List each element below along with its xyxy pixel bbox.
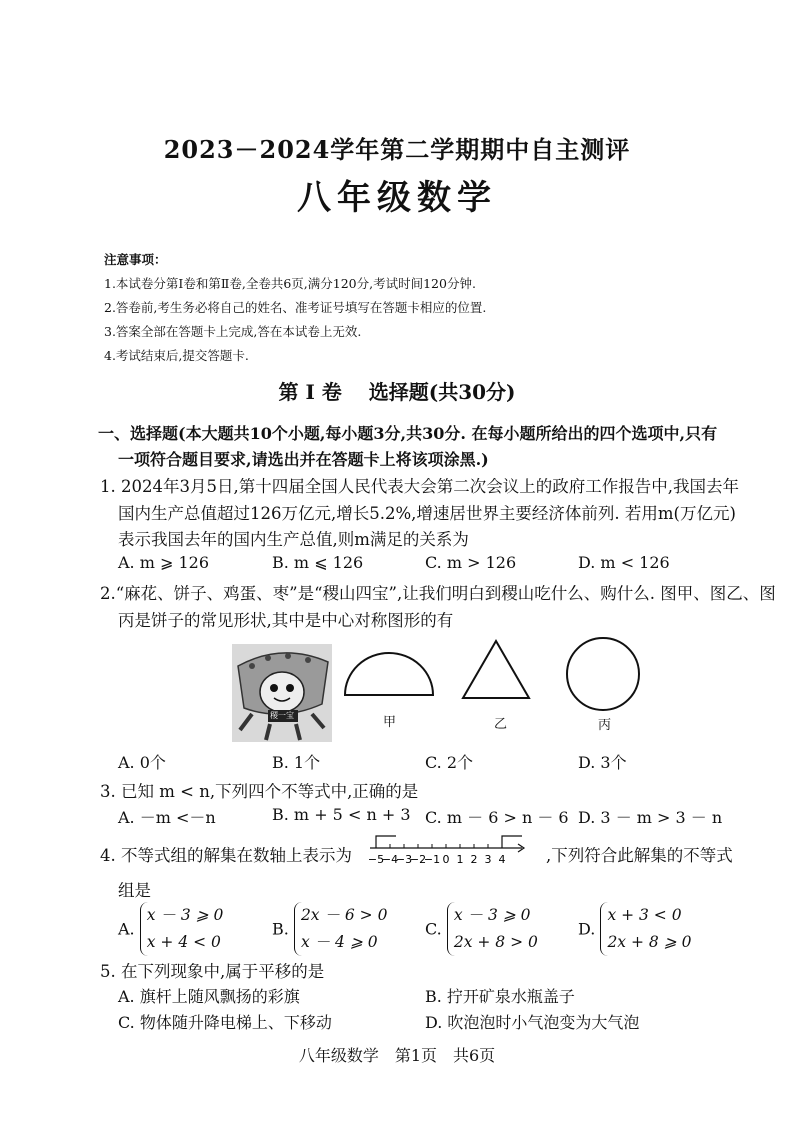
option-label: C. [425,919,442,939]
number-line-label: 3 [484,853,492,866]
q4-option-d [578,902,691,956]
number-line-label: −5 [368,853,385,866]
inequality-system [294,902,388,956]
q1-option-c: C. m > 126 [425,553,517,572]
figure-label-yi: 乙 [494,717,508,732]
q4-option-c [425,902,538,956]
q3-option-b: B. m + 5 < n + 3 [272,805,411,824]
q5-text: 5. 在下列现象中,属于平移的是 [100,962,325,981]
inequality: 2x + 8 ⩾ 0 [607,933,692,951]
number-line-label: 0 [442,853,450,866]
figure-label-bing: 丙 [598,718,612,733]
notice-item: 4.考试结束后,提交答题卡. [104,348,249,363]
q5-option-c: C. 物体随升降电梯上、下移动 [118,1013,332,1032]
number-line-label: −2 [409,853,427,866]
number-line-label: 4 [498,853,506,866]
notice-item: 1.本试卷分第Ⅰ卷和第Ⅱ卷,全卷共6页,满分120分,考试时间120分钟. [104,276,476,291]
q4-option-a [118,902,223,956]
q3-option-d: D. 3 － m > 3 － n [578,808,723,827]
inequality: x － 4 ⩾ 0 [300,933,378,951]
inequality-system [600,902,691,956]
number-line-label: 1 [456,853,464,866]
q1-option-a: A. m ⩾ 126 [118,553,210,572]
q1-text: 1. 2024年3月5日,第十四届全国人民代表大会第二次会议上的政府工作报告中,我国去年 [100,477,739,496]
number-line-label: −3 [395,853,413,866]
q5-option-d: D. 吹泡泡时小气泡变为大气泡 [425,1013,640,1032]
number-line-label: 2 [470,853,478,866]
q1-option-d: D. m < 126 [578,553,670,572]
exam-title: 2023－2024学年第二学期期中自主测评 [163,135,631,164]
q2-option-b: B. 1个 [272,753,321,772]
inequality-system [447,902,538,956]
option-label: A. [118,919,135,939]
q1-text: 表示我国去年的国内生产总值,则m满足的关系为 [118,530,469,549]
number-line-label: −1 [423,853,441,866]
inequality: x + 3 < 0 [607,906,682,924]
option-label: D. [578,919,596,939]
cake-mascot-image [232,644,332,742]
q3-option-a: A. －m <－n [118,808,216,827]
section-title: 第 Ⅰ 卷 选择题(共30分) [278,380,516,404]
notice-item: 2.答卷前,考生务必将自己的姓名、准考证号填写在答题卡相应的位置. [104,300,487,315]
figure-triangle [460,638,532,702]
figure-circle [564,635,642,713]
q4-text: 组是 [118,881,151,900]
q5-option-a: A. 旗杆上随风飘扬的彩旗 [118,987,300,1006]
q2-option-d: D. 3个 [578,753,627,772]
mascot-badge: 稷一宝 [270,711,294,720]
notice-heading: 注意事项： [104,252,167,267]
section-instruction: 一、选择题(本大题共10个小题,每小题3分,共30分. 在每小题所给出的四个选项中,只有 [98,424,718,443]
inequality: x + 4 < 0 [146,933,221,951]
notice-item: 3.答案全部在答题卡上完成,答在本试卷上无效. [104,324,362,339]
q4-text: 4. 不等式组的解集在数轴上表示为 [100,846,352,865]
q2-option-c: C. 2个 [425,753,474,772]
q1-option-b: B. m ⩽ 126 [272,553,364,572]
q3-option-c: C. m － 6 > n － 6 [425,808,569,827]
q2-text: 丙是饼子的常见形状,其中是中心对称图形的有 [118,611,454,630]
page-footer: 八年级数学 第1页 共6页 [298,1046,496,1065]
q4-option-b [272,902,387,956]
inequality: x － 3 ⩾ 0 [146,906,224,924]
inequality: 2x － 6 > 0 [300,906,388,924]
option-label: B. [272,919,289,939]
q3-text: 3. 已知 m < n,下列四个不等式中,正确的是 [100,782,419,801]
q1-text: 国内生产总值超过126万亿元,增长5.2%,增速居世界主要经济体前列. 若用m(万亿元) [118,504,736,523]
q2-text: 2.“麻花、饼子、鸡蛋、枣”是“稷山四宝”,让我们明白到稷山吃什么、购什么. 图甲、图乙、图 [100,584,776,603]
number-line-label: −4 [381,853,399,866]
figure-label-jia: 甲 [383,715,397,730]
inequality-system [140,902,224,956]
section-instruction: 一项符合题目要求,请选出并在答题卡上将该项涂黑.) [118,450,489,469]
inequality: 2x + 8 > 0 [453,933,538,951]
q4-text: ,下列符合此解集的不等式 [546,846,733,865]
figure-semicircle [342,650,436,698]
subject-title: 八年级数学 [297,178,497,218]
q5-option-b: B. 拧开矿泉水瓶盖子 [425,987,575,1006]
q2-option-a: A. 0个 [118,753,166,772]
number-line [368,832,528,870]
inequality: x － 3 ⩾ 0 [453,906,531,924]
